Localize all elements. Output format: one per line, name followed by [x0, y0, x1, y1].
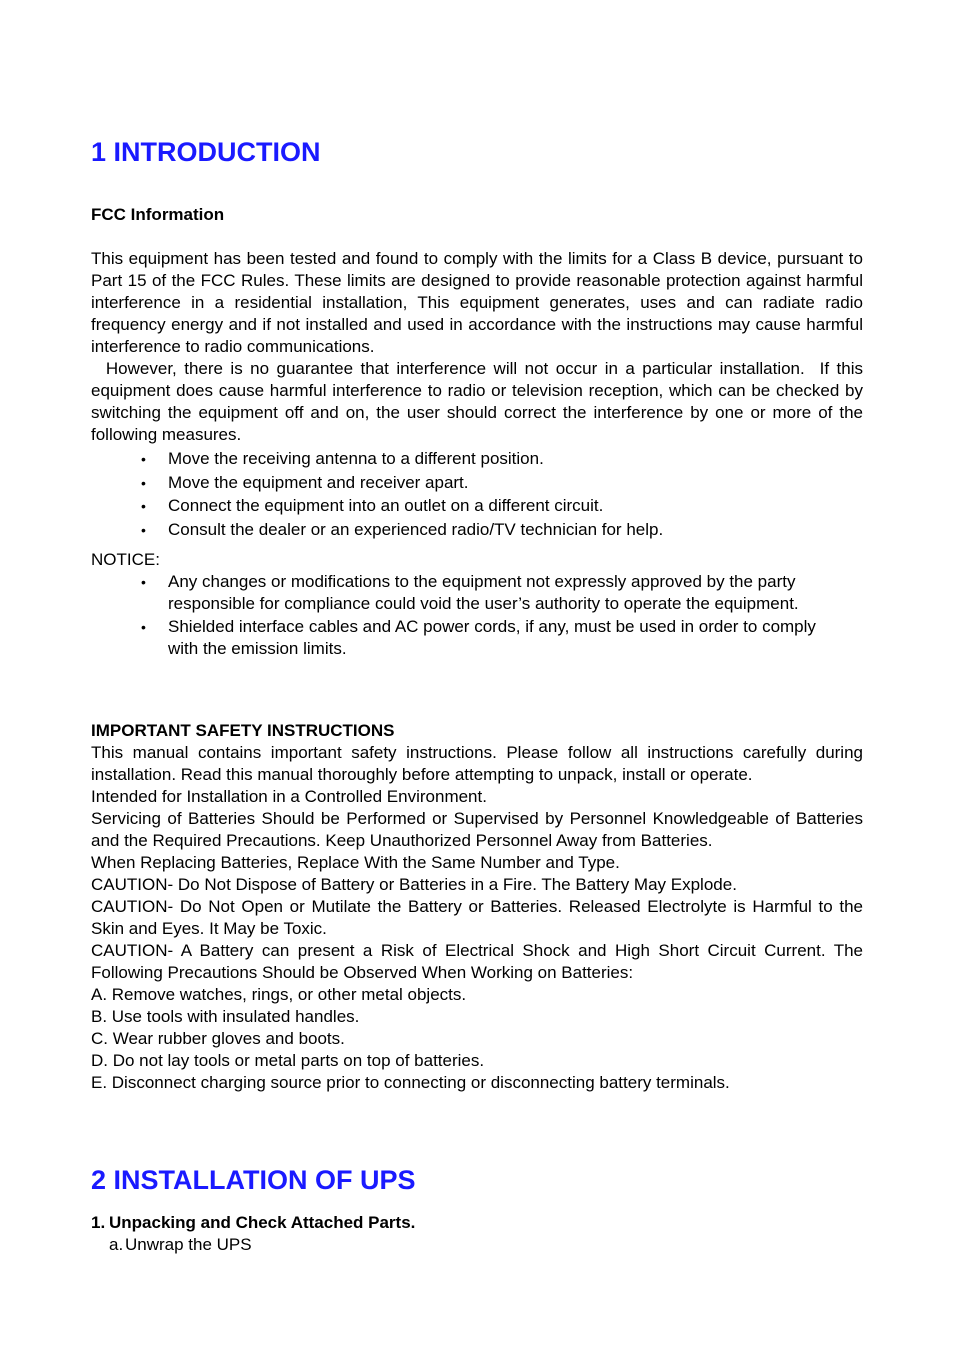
notice-text: Any changes or modifications to the equipment not expressly approved by the party responsible for compliance could void the user’s authority to operate the equipment.: [168, 571, 799, 613]
safety-line: This manual contains important safety instructions. Please follow all instructions carefully during installation. Read this manual thoroughly before attempting to unpack, install or operate.: [91, 743, 863, 784]
fcc-paragraph-1: This equipment has been tested and found to comply with the limits for a Class B device, pursuant to Part 15 of the FCC Rules. These limits are designed to provide reasonable protection against harmful interference in a residential installation, This equipment generates, uses and can radiate radio frequency energy and if not installed and used in accordance with the instructions may cause harmful interference to radio communications.: [91, 249, 863, 356]
fcc-measures-list: [91, 448, 863, 541]
step-1a-letter: a.: [109, 1235, 124, 1254]
safety-line: When Replacing Batteries, Replace With the Same Number and Type.: [91, 853, 620, 872]
notice-list: [91, 571, 863, 661]
step-1-label: Unpacking and Check Attached Parts.: [109, 1213, 416, 1232]
safety-line: B. Use tools with insulated handles.: [91, 1007, 360, 1026]
safety-line: Intended for Installation in a Controlled Environment.: [91, 787, 487, 806]
bullet-icon: •: [141, 619, 146, 635]
list-item: [141, 472, 863, 494]
safety-line: E. Disconnect charging source prior to connecting or disconnecting battery terminals.: [91, 1073, 730, 1092]
safety-line: A. Remove watches, rings, or other metal objects.: [91, 985, 467, 1004]
step-1-number: 1.: [91, 1213, 106, 1232]
measure-text: Move the receiving antenna to a different position.: [168, 449, 544, 468]
list-item: [141, 616, 833, 660]
bullet-icon: •: [141, 573, 146, 590]
safety-line: C. Wear rubber gloves and boots.: [91, 1029, 345, 1048]
safety-heading: IMPORTANT SAFETY INSTRUCTIONS: [91, 721, 395, 740]
section-2-heading: 2 INSTALLATION OF UPS: [91, 1165, 416, 1195]
measure-text: Consult the dealer or an experienced radio/TV technician for help.: [168, 519, 664, 539]
list-item: [141, 571, 833, 615]
safety-line: Servicing of Batteries Should be Performed or Supervised by Personnel Knowledgeable of Batteries and the Required Precautions. Keep Unauthorized Personnel Away from Batteries.: [91, 809, 863, 850]
safety-body: [91, 742, 863, 1094]
notice-label: NOTICE:: [91, 549, 160, 569]
step-1a-label: Unwrap the UPS: [125, 1235, 252, 1254]
fcc-paragraph-2: However, there is no guarantee that interference will not occur in a particular installation. If this equipment does cause harmful interference to radio or television reception, which can be checked by switching the equipment off and on, the user should correct the interference by one or more of the following measures.: [91, 359, 868, 444]
fcc-body: [91, 248, 868, 662]
list-item: [141, 519, 863, 541]
bullet-icon: •: [141, 474, 146, 491]
list-item: [141, 495, 863, 517]
bullet-icon: •: [141, 498, 146, 514]
safety-line: CAUTION- Do Not Open or Mutilate the Battery or Batteries. Released Electrolyte is Harmful to the Skin and Eyes. It May be Toxic.: [91, 897, 863, 938]
measure-text: Move the equipment and receiver apart.: [168, 472, 469, 492]
step-1a: [109, 1234, 252, 1256]
section-1-heading: 1 INTRODUCTION: [91, 137, 321, 167]
list-item: [141, 448, 863, 470]
notice-text: Shielded interface cables and AC power cords, if any, must be used in order to comply with the emission limits.: [168, 617, 816, 658]
measure-text: Connect the equipment into an outlet on a different circuit.: [168, 496, 604, 515]
safety-line: D. Do not lay tools or metal parts on top of batteries.: [91, 1051, 485, 1070]
fcc-heading: FCC Information: [91, 205, 225, 224]
bullet-icon: •: [141, 451, 146, 467]
step-1: [91, 1212, 415, 1234]
safety-line: CAUTION- A Battery can present a Risk of Electrical Shock and High Short Circuit Current. The Following Precautions Should be Observed When Working on Batteries:: [91, 941, 863, 982]
bullet-icon: •: [141, 521, 146, 538]
safety-line: CAUTION- Do Not Dispose of Battery or Batteries in a Fire. The Battery May Explode.: [91, 875, 737, 894]
